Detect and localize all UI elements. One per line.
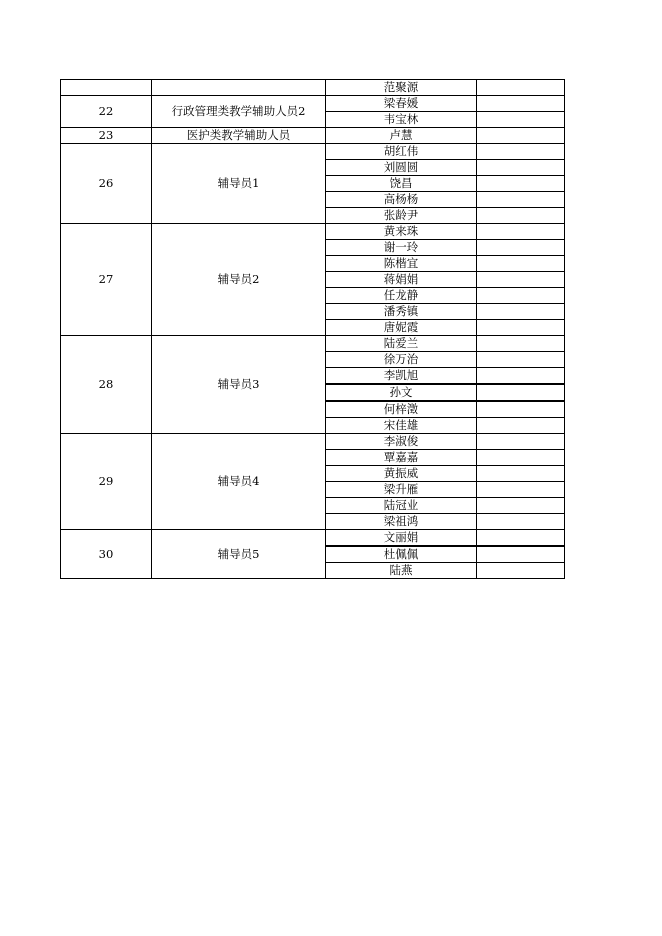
name-cell: 徐万治 bbox=[326, 352, 477, 368]
remark-cell bbox=[477, 304, 565, 320]
remark-cell bbox=[477, 240, 565, 256]
table-row bbox=[61, 144, 565, 160]
remark-cell bbox=[477, 482, 565, 498]
name-cell: 覃嘉嘉 bbox=[326, 450, 477, 466]
name-cell: 陈楷宜 bbox=[326, 256, 477, 272]
name-cell: 李凯旭 bbox=[326, 368, 477, 385]
group-post-cell: 行政管理类教学辅助人员2 bbox=[152, 96, 326, 128]
group-post-cell: 辅导员5 bbox=[152, 530, 326, 579]
group-post-cell bbox=[152, 80, 326, 96]
table-row bbox=[61, 336, 565, 352]
name-cell: 梁春媛 bbox=[326, 96, 477, 112]
name-cell: 宋佳雄 bbox=[326, 418, 477, 434]
remark-cell bbox=[477, 530, 565, 547]
name-cell: 陆冠业 bbox=[326, 498, 477, 514]
remark-cell bbox=[477, 208, 565, 224]
name-cell: 黄振威 bbox=[326, 466, 477, 482]
remark-cell bbox=[477, 256, 565, 272]
group-post-cell: 辅导员3 bbox=[152, 336, 326, 434]
name-cell: 刘圆圆 bbox=[326, 160, 477, 176]
remark-cell bbox=[477, 112, 565, 128]
group-post-cell: 辅导员2 bbox=[152, 224, 326, 336]
remark-cell bbox=[477, 144, 565, 160]
name-cell: 饶昌 bbox=[326, 176, 477, 192]
group-number-cell bbox=[61, 80, 152, 96]
remark-cell bbox=[477, 546, 565, 563]
group-post-cell: 医护类教学辅助人员 bbox=[152, 128, 326, 144]
remark-cell bbox=[477, 368, 565, 385]
remark-cell bbox=[477, 128, 565, 144]
name-cell: 梁升雁 bbox=[326, 482, 477, 498]
name-cell: 潘秀镇 bbox=[326, 304, 477, 320]
name-cell: 蒋娟娟 bbox=[326, 272, 477, 288]
name-cell: 李淑俊 bbox=[326, 434, 477, 450]
remark-cell bbox=[477, 96, 565, 112]
name-cell: 黄来珠 bbox=[326, 224, 477, 240]
group-number-cell: 28 bbox=[61, 336, 152, 434]
table-row bbox=[61, 224, 565, 240]
name-cell: 张龄尹 bbox=[326, 208, 477, 224]
group-post-cell: 辅导员1 bbox=[152, 144, 326, 224]
name-cell: 范聚源 bbox=[326, 80, 477, 96]
remark-cell bbox=[477, 352, 565, 368]
group-number-cell: 27 bbox=[61, 224, 152, 336]
group-number-cell: 29 bbox=[61, 434, 152, 530]
roster-table-body bbox=[61, 80, 565, 579]
name-cell: 高杨杨 bbox=[326, 192, 477, 208]
group-number-cell: 26 bbox=[61, 144, 152, 224]
remark-cell bbox=[477, 320, 565, 336]
name-cell: 卢慧 bbox=[326, 128, 477, 144]
name-cell: 任龙静 bbox=[326, 288, 477, 304]
remark-cell bbox=[477, 80, 565, 96]
remark-cell bbox=[477, 434, 565, 450]
table-row bbox=[61, 434, 565, 450]
group-number-cell: 30 bbox=[61, 530, 152, 579]
remark-cell bbox=[477, 498, 565, 514]
remark-cell bbox=[477, 176, 565, 192]
name-cell: 何梓澂 bbox=[326, 401, 477, 418]
group-post-cell: 辅导员4 bbox=[152, 434, 326, 530]
remark-cell bbox=[477, 418, 565, 434]
name-cell: 孙文 bbox=[326, 384, 477, 401]
table-row bbox=[61, 530, 565, 547]
name-cell: 韦宝林 bbox=[326, 112, 477, 128]
name-cell: 梁祖鸿 bbox=[326, 514, 477, 530]
remark-cell bbox=[477, 336, 565, 352]
table-row bbox=[61, 96, 565, 112]
remark-cell bbox=[477, 466, 565, 482]
table-row bbox=[61, 80, 565, 96]
remark-cell bbox=[477, 224, 565, 240]
remark-cell bbox=[477, 563, 565, 579]
name-cell: 陆爱兰 bbox=[326, 336, 477, 352]
remark-cell bbox=[477, 288, 565, 304]
remark-cell bbox=[477, 450, 565, 466]
remark-cell bbox=[477, 514, 565, 530]
name-cell: 唐妮霞 bbox=[326, 320, 477, 336]
roster-table bbox=[60, 79, 565, 579]
remark-cell bbox=[477, 384, 565, 401]
name-cell: 文丽娟 bbox=[326, 530, 477, 547]
name-cell: 胡红伟 bbox=[326, 144, 477, 160]
name-cell: 陆燕 bbox=[326, 563, 477, 579]
remark-cell bbox=[477, 272, 565, 288]
remark-cell bbox=[477, 192, 565, 208]
table-row bbox=[61, 128, 565, 144]
remark-cell bbox=[477, 401, 565, 418]
name-cell: 谢一玲 bbox=[326, 240, 477, 256]
name-cell: 杜佩佩 bbox=[326, 546, 477, 563]
group-number-cell: 23 bbox=[61, 128, 152, 144]
group-number-cell: 22 bbox=[61, 96, 152, 128]
remark-cell bbox=[477, 160, 565, 176]
